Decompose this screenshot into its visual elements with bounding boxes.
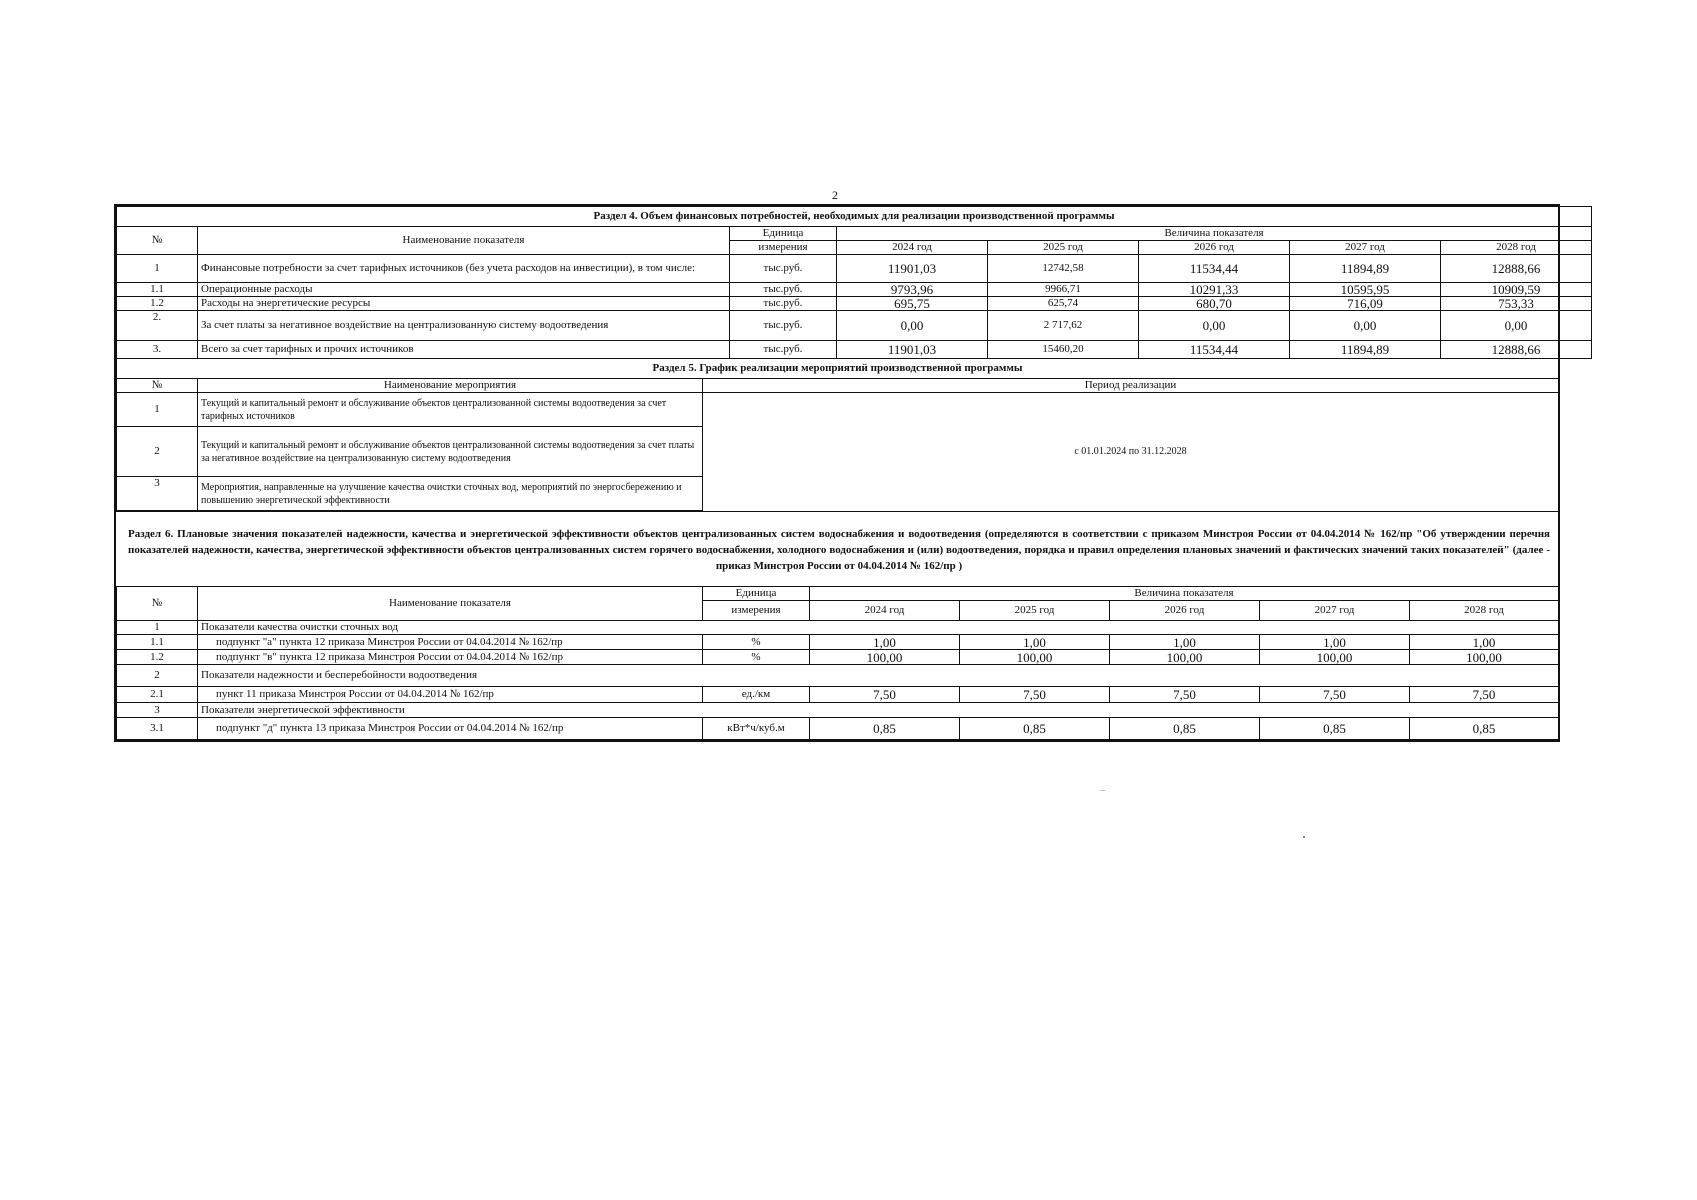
row-value: 0,00 xyxy=(1290,311,1441,341)
section4-title: Раздел 4. Объем финансовых потребностей, необходимых для реализации производственной программы xyxy=(117,207,1592,227)
row-num: 1 xyxy=(117,393,198,427)
scan-speck xyxy=(1303,836,1305,838)
section6-title: Раздел 6. Плановые значения показателей надежности, качества и энергетической эффективности объектов централизованных систем водоснабжения и водоотведения (определяются в соответствии с приказом Минстроя России от 04.04.2014 № 162/пр "Об утверждении перечня показателей надежности, качества, энергетической эффективности объектов централизованных систем горячего водоснабжения, холодного водоснабжения и (или) водоотведения, порядка и правил определения плановых значений и фактических значений таких показателей" (далее - приказ Минстроя России от 04.04.2014 № 162/пр ) xyxy=(116,511,1558,586)
row-value: 753,33 xyxy=(1441,297,1592,311)
table-row xyxy=(117,297,1592,311)
section6-table xyxy=(116,586,1559,740)
row-value: 0,85 xyxy=(1410,718,1559,740)
row-value: 0,00 xyxy=(1441,311,1592,341)
row-value: 10909,59 xyxy=(1441,283,1592,297)
row-value: 0,85 xyxy=(1110,718,1260,740)
row-value: 7,50 xyxy=(1260,687,1410,703)
row-value: 1,00 xyxy=(1260,635,1410,650)
row-value: 0,00 xyxy=(837,311,988,341)
row-name: За счет платы за негативное воздействие на централизованную систему водоотведения xyxy=(198,311,730,341)
row-unit: кВт*ч/куб.м xyxy=(703,718,810,740)
row-value: 1,00 xyxy=(810,635,960,650)
row-value: 0,85 xyxy=(1260,718,1410,740)
row-num: 3 xyxy=(117,703,198,718)
row-num: 1 xyxy=(117,621,198,635)
s6-header-year: 2027 год xyxy=(1260,601,1410,621)
table-row xyxy=(117,635,1559,650)
row-value: 9793,96 xyxy=(837,283,988,297)
table-row xyxy=(117,341,1592,359)
row-value: 100,00 xyxy=(1110,650,1260,665)
row-value: 1,00 xyxy=(1410,635,1559,650)
row-unit: % xyxy=(703,635,810,650)
row-unit: тыс.руб. xyxy=(730,255,837,283)
section4-table xyxy=(116,206,1592,359)
row-num: 1 xyxy=(117,255,198,283)
row-value: 7,50 xyxy=(1110,687,1260,703)
row-value: 11894,89 xyxy=(1290,255,1441,283)
table-row xyxy=(117,311,1592,341)
s6-header-year: 2025 год xyxy=(960,601,1110,621)
row-value: 10291,33 xyxy=(1139,283,1290,297)
row-value: 7,50 xyxy=(810,687,960,703)
table-row xyxy=(117,393,1559,427)
row-value: 2 717,62 xyxy=(988,311,1139,341)
row-num: 2 xyxy=(117,665,198,687)
row-name: подпункт "а" пункта 12 приказа Минстроя России от 04.04.2014 № 162/пр xyxy=(198,635,703,650)
scan-speck xyxy=(1100,790,1106,791)
row-value: 716,09 xyxy=(1290,297,1441,311)
row-num: 2 xyxy=(117,427,198,477)
page-number: 2 xyxy=(832,188,838,202)
row-value: 11901,03 xyxy=(837,341,988,359)
row-value: 11534,44 xyxy=(1139,341,1290,359)
row-name: подпункт "в" пункта 12 приказа Минстроя России от 04.04.2014 № 162/пр xyxy=(198,650,703,665)
row-name: Текущий и капитальный ремонт и обслуживание объектов централизованной системы водоотведения за счет платы за негативное воздействие на централизованную систему водоотведения xyxy=(198,427,703,477)
table-row xyxy=(117,703,1559,718)
s4-header-unit-1: Единица xyxy=(730,227,837,241)
row-name: пункт 11 приказа Минстроя России от 04.04.2014 № 162/пр xyxy=(198,687,703,703)
row-value: 11901,03 xyxy=(837,255,988,283)
row-group-name: Показатели энергетической эффективности xyxy=(198,703,1559,718)
s4-header-value: Величина показателя xyxy=(837,227,1592,241)
row-value: 7,50 xyxy=(960,687,1110,703)
row-value: 10595,95 xyxy=(1290,283,1441,297)
table-row xyxy=(117,665,1559,687)
s4-header-year: 2024 год xyxy=(837,241,988,255)
row-group-name: Показатели надежности и бесперебойности водоотведения xyxy=(198,665,1559,687)
row-value: 100,00 xyxy=(1260,650,1410,665)
s5-header-period: Период реализации xyxy=(703,379,1559,393)
s5-header-num: № xyxy=(117,379,198,393)
row-num: 1.2 xyxy=(117,650,198,665)
table-row xyxy=(117,283,1592,297)
row-num: 1.1 xyxy=(117,283,198,297)
s5-header-name: Наименование мероприятия xyxy=(198,379,703,393)
row-value: 11894,89 xyxy=(1290,341,1441,359)
s4-header-year: 2025 год xyxy=(988,241,1139,255)
row-name: Текущий и капитальный ремонт и обслуживание объектов централизованной системы водоотведения за счет тарифных источников xyxy=(198,393,703,427)
row-num: 2. xyxy=(117,311,198,341)
row-value: 0,85 xyxy=(810,718,960,740)
table-row xyxy=(117,687,1559,703)
s6-header-year: 2026 год xyxy=(1110,601,1260,621)
row-unit: тыс.руб. xyxy=(730,297,837,311)
table-row xyxy=(117,621,1559,635)
row-unit: тыс.руб. xyxy=(730,311,837,341)
row-num: 3 xyxy=(117,477,198,511)
row-value: 1,00 xyxy=(960,635,1110,650)
s6-header-year: 2024 год xyxy=(810,601,960,621)
row-group-name: Показатели качества очистки сточных вод xyxy=(198,621,1559,635)
section5-title: Раздел 5. График реализации мероприятий производственной программы xyxy=(117,359,1559,379)
row-unit: ед./км xyxy=(703,687,810,703)
row-value: 0,85 xyxy=(960,718,1110,740)
row-value: 12742,58 xyxy=(988,255,1139,283)
row-unit: тыс.руб. xyxy=(730,341,837,359)
row-value: 1,00 xyxy=(1110,635,1260,650)
row-num: 3.1 xyxy=(117,718,198,740)
table-row xyxy=(117,718,1559,740)
row-unit: тыс.руб. xyxy=(730,283,837,297)
table-row xyxy=(117,255,1592,283)
row-value: 11534,44 xyxy=(1139,255,1290,283)
row-value: 695,75 xyxy=(837,297,988,311)
row-value: 15460,20 xyxy=(988,341,1139,359)
row-name: подпункт "д" пункта 13 приказа Минстроя России от 04.04.2014 № 162/пр xyxy=(198,718,703,740)
row-value: 100,00 xyxy=(1410,650,1559,665)
s4-header-num: № xyxy=(117,227,198,255)
row-value: 100,00 xyxy=(810,650,960,665)
row-name: Финансовые потребности за счет тарифных источников (без учета расходов на инвестиции), в том числе: xyxy=(198,255,730,283)
s4-header-year: 2028 год xyxy=(1441,241,1592,255)
s6-header-name: Наименование показателя xyxy=(198,587,703,621)
row-num: 1.2 xyxy=(117,297,198,311)
s6-header-year: 2028 год xyxy=(1410,601,1559,621)
row-value: 625,74 xyxy=(988,297,1139,311)
row-value: 12888,66 xyxy=(1441,255,1592,283)
row-num: 2.1 xyxy=(117,687,198,703)
row-value: 12888,66 xyxy=(1441,341,1592,359)
row-value: 7,50 xyxy=(1410,687,1559,703)
s6-header-unit-2: измерения xyxy=(703,601,810,621)
row-value: 100,00 xyxy=(960,650,1110,665)
row-num: 3. xyxy=(117,341,198,359)
s6-header-num: № xyxy=(117,587,198,621)
row-value: 680,70 xyxy=(1139,297,1290,311)
row-num: 1.1 xyxy=(117,635,198,650)
row-value: 9966,71 xyxy=(988,283,1139,297)
row-name: Всего за счет тарифных и прочих источников xyxy=(198,341,730,359)
document-tables xyxy=(114,204,1560,742)
row-name: Операционные расходы xyxy=(198,283,730,297)
table-row xyxy=(117,650,1559,665)
s4-header-year: 2026 год xyxy=(1139,241,1290,255)
s4-header-unit-2: измерения xyxy=(730,241,837,255)
s6-header-unit-1: Единица xyxy=(703,587,810,601)
section5-table xyxy=(116,359,1559,511)
s6-header-value: Величина показателя xyxy=(810,587,1559,601)
row-unit: % xyxy=(703,650,810,665)
s5-period-value: с 01.01.2024 по 31.12.2028 xyxy=(703,393,1559,511)
row-name: Мероприятия, направленные на улучшение качества очистки сточных вод, мероприятий по энергосбережению и повышению энергетической эффективности xyxy=(198,477,703,511)
s4-header-name: Наименование показателя xyxy=(198,227,730,255)
row-name: Расходы на энергетические ресурсы xyxy=(198,297,730,311)
s4-header-year: 2027 год xyxy=(1290,241,1441,255)
row-value: 0,00 xyxy=(1139,311,1290,341)
